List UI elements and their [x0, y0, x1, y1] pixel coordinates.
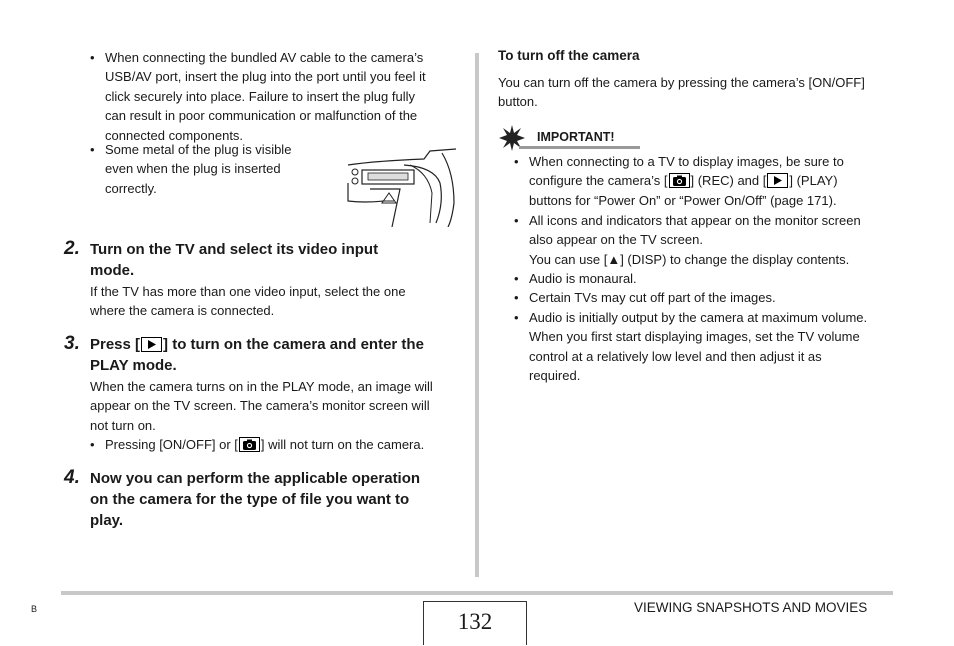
- text-line: where the camera is connected.: [90, 303, 275, 319]
- text-line: Some metal of the plug is visible: [105, 142, 292, 157]
- text-line: When connecting to a TV to display images, be sure to: [529, 154, 844, 169]
- step-4-heading: [90, 468, 475, 531]
- text-line: If the TV has more than one video input, select the one: [90, 284, 406, 299]
- play-button-icon: [141, 337, 162, 352]
- bullet-dot: •: [514, 310, 519, 325]
- text-line: USB/AV port, insert the plug into the port until you feel it: [105, 69, 426, 85]
- heading-line: Turn on the TV and select its video input: [90, 241, 379, 258]
- text-line: can result in poor communication or malfunction of the: [105, 108, 418, 124]
- text-line: correctly.: [105, 180, 157, 196]
- text-line: When you first start displaying images, set the TV volume: [529, 329, 860, 345]
- camera-rec-button-icon: [239, 437, 260, 452]
- step-3-body: [90, 377, 470, 435]
- step-2-number: 2.: [64, 238, 80, 259]
- step-3-number: 3.: [64, 333, 80, 354]
- step-2-heading: [90, 239, 470, 281]
- av-plug-illustration: [344, 143, 460, 227]
- text-line: buttons for “Power On” or “Power On/Off” (page 171).: [529, 192, 837, 208]
- turn-off-intro: [498, 73, 898, 112]
- footer-marker: B: [31, 604, 38, 614]
- text-line: Audio is initially output by the camera at maximum volume.: [529, 310, 868, 325]
- text-line: click securely into place. Failure to insert the plug fully: [105, 88, 415, 104]
- play-button-icon: [767, 173, 788, 188]
- bullet-dot: •: [514, 271, 519, 286]
- turn-off-heading: To turn off the camera: [498, 48, 640, 63]
- text-line: not turn on.: [90, 417, 156, 433]
- text-line: When connecting the bundled AV cable to the camera’s: [105, 50, 424, 65]
- page-number: 132: [423, 601, 527, 645]
- section-title: VIEWING SNAPSHOTS AND MOVIES: [634, 600, 868, 615]
- text-line: connected components.: [105, 127, 244, 143]
- text-line: button.: [498, 94, 538, 110]
- text-line: You can use [▲] (DISP) to change the display contents.: [529, 251, 850, 267]
- bullet-dot: •: [90, 142, 95, 157]
- up-triangle-icon: ▲: [607, 251, 621, 267]
- heading-line: PLAY mode.: [90, 357, 177, 374]
- bullet-dot: •: [514, 290, 519, 305]
- heading-line: on the camera for the type of file you want to: [90, 491, 410, 508]
- bullet-dot: •: [514, 213, 519, 228]
- text-line: even when the plug is inserted: [105, 161, 281, 177]
- heading-line: Now you can perform the applicable operation: [90, 470, 421, 487]
- heading-line: Press [ ] to turn on the camera and enter the: [90, 336, 424, 353]
- text-line: All icons and indicators that appear on the monitor screen: [529, 213, 861, 228]
- step-2-body: [90, 282, 470, 321]
- text-line: You can turn off the camera by pressing the camera’s [ON/OFF]: [498, 75, 865, 90]
- text-line: appear on the TV screen. The camera’s monitor screen will: [90, 398, 430, 414]
- footer-rule: [61, 591, 893, 595]
- bullet-dot: •: [90, 437, 95, 452]
- camera-rec-button-icon: [669, 173, 690, 188]
- bullet-dot: •: [514, 154, 519, 169]
- text-line: configure the camera’s [ ] (REC) and [ ] (PLAY): [529, 173, 838, 189]
- heading-line: play.: [90, 512, 124, 529]
- step-4-number: 4.: [64, 467, 80, 488]
- text-line: also appear on the TV screen.: [529, 232, 703, 248]
- important-underline: [519, 146, 640, 149]
- text-line: control at a relatively low level and then adjust it as: [529, 348, 822, 364]
- column-divider: [475, 53, 479, 577]
- important-label: IMPORTANT!: [537, 130, 615, 144]
- heading-line: mode.: [90, 262, 135, 279]
- bullet-dot: •: [90, 50, 95, 65]
- text-line: required.: [529, 368, 581, 384]
- text-line: When the camera turns on in the PLAY mode, an image will: [90, 379, 433, 394]
- step-3-heading: [90, 334, 475, 376]
